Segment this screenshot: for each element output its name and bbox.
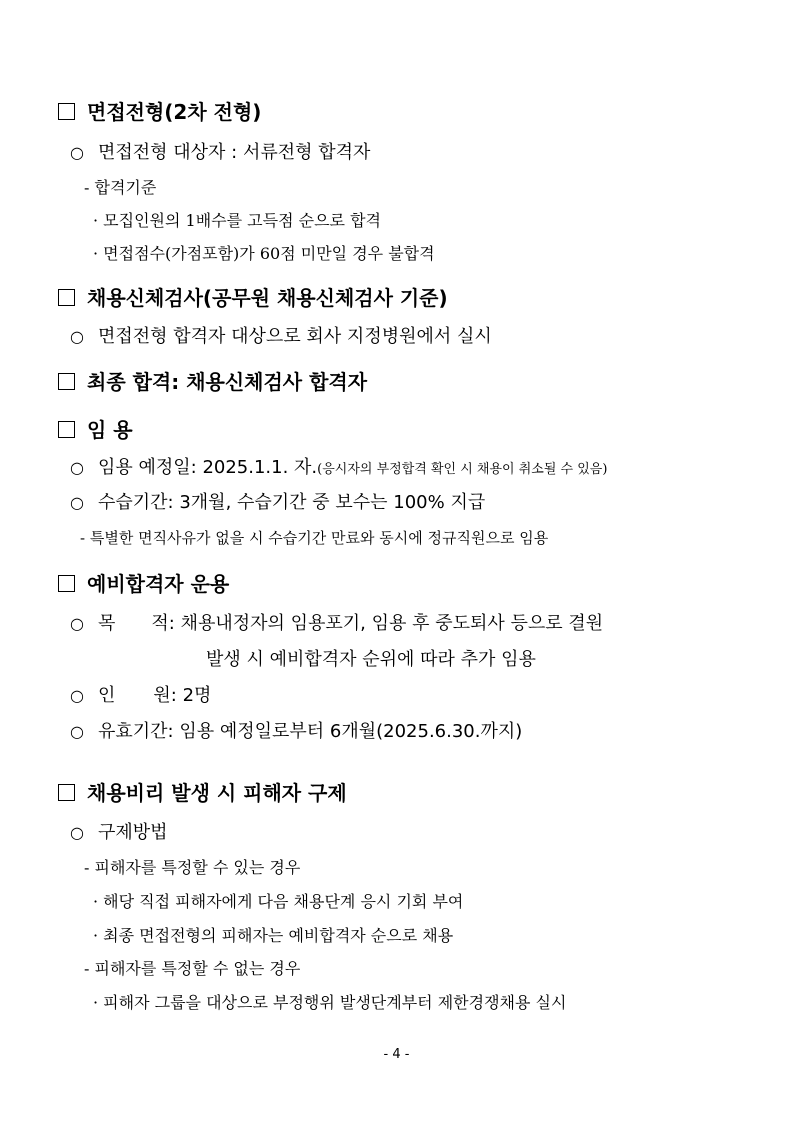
section-title: 채용신체검사(공무원 채용신체검사 기준) <box>87 286 448 310</box>
interview-target-item <box>70 144 370 162</box>
reserve-validity-item <box>70 723 522 741</box>
section-title: 임 용 <box>87 418 133 442</box>
remedy-item: · 피해자 그룹을 대상으로 부정행위 발생단계부터 제한경쟁채용 실시 <box>93 993 567 1012</box>
item-text: 원: 2명 <box>153 685 212 706</box>
criteria-item: · 모집인원의 1배수를 고득점 순으로 합격 <box>93 211 381 230</box>
page-number: - 4 - <box>383 1047 410 1062</box>
checkbox-square-icon <box>58 289 75 306</box>
section-appointment-heading <box>58 420 133 440</box>
remedy-method-item <box>70 824 168 842</box>
section-title: 면접전형(2차 전형) <box>87 100 262 124</box>
checkbox-square-icon <box>58 373 75 390</box>
section-title: 채용비리 발생 시 피해자 구제 <box>87 781 347 805</box>
section-title: 최종 합격: 채용신체검사 합격자 <box>87 370 368 394</box>
circle-bullet-icon: ○ <box>70 143 84 162</box>
checkbox-square-icon <box>58 421 75 438</box>
section-remedy-heading <box>58 783 347 803</box>
item-text: 임용 예정일: 2025.1.1. 자. <box>98 457 318 478</box>
remedy-case-unidentifiable: - 피해자를 특정할 수 없는 경우 <box>84 959 301 978</box>
probation-item <box>70 494 485 512</box>
item-text: 면접전형 합격자 대상으로 회사 지정병원에서 실시 <box>98 326 492 347</box>
item-text: 유효기간: 임용 예정일로부터 6개월(2025.6.30.까지) <box>98 721 523 742</box>
circle-bullet-icon: ○ <box>70 686 84 705</box>
item-label: 인 <box>98 685 116 706</box>
circle-bullet-icon: ○ <box>70 458 84 477</box>
probation-note: - 특별한 면직사유가 없을 시 수습기간 만료와 동시에 정규직원으로 임용 <box>80 529 549 547</box>
medical-item <box>70 328 492 346</box>
checkbox-square-icon <box>58 103 75 120</box>
section-interview-heading <box>58 102 261 122</box>
item-label: 목 <box>98 613 116 634</box>
criteria-heading: - 합격기준 <box>84 178 157 197</box>
item-text: 구제방법 <box>98 822 168 843</box>
remedy-case-identifiable: - 피해자를 특정할 수 있는 경우 <box>84 858 301 877</box>
circle-bullet-icon: ○ <box>70 327 84 346</box>
section-medical-heading <box>58 288 448 308</box>
checkbox-square-icon <box>58 575 75 592</box>
reserve-people-item <box>70 687 211 705</box>
appointment-note: (응시자의 부정합격 확인 시 채용이 취소될 수 있음) <box>317 462 608 477</box>
section-reserve-heading <box>58 574 229 594</box>
circle-bullet-icon: ○ <box>70 493 84 512</box>
checkbox-square-icon <box>58 784 75 801</box>
section-final-heading <box>58 372 367 392</box>
remedy-item: · 최종 면접전형의 피해자는 예비합격자 순으로 채용 <box>93 926 454 945</box>
item-text: 면접전형 대상자 : 서류전형 합격자 <box>98 142 371 163</box>
item-text: 적: 채용내정자의 임용포기, 임용 후 중도퇴사 등으로 결원 <box>151 613 604 634</box>
item-text: 수습기간: 3개월, 수습기간 중 보수는 100% 지급 <box>98 492 486 513</box>
circle-bullet-icon: ○ <box>70 823 84 842</box>
circle-bullet-icon: ○ <box>70 614 84 633</box>
circle-bullet-icon: ○ <box>70 722 84 741</box>
criteria-item: · 면접점수(가점포함)가 60점 미만일 경우 불합격 <box>93 244 435 263</box>
reserve-purpose-item <box>70 615 603 633</box>
reserve-purpose-continuation: 발생 시 예비합격자 순위에 따라 추가 임용 <box>206 649 536 670</box>
section-title: 예비합격자 운용 <box>87 572 230 596</box>
appointment-date-item <box>70 459 607 477</box>
remedy-item: · 해당 직접 피해자에게 다음 채용단계 응시 기회 부여 <box>93 892 464 911</box>
